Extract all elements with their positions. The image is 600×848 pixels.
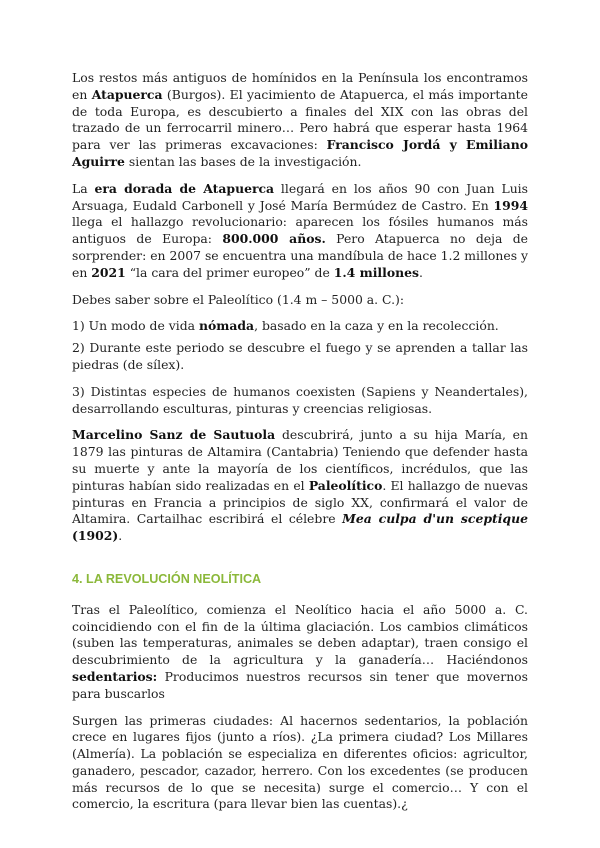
bold-span: Marcelino Sanz de Sautuola [72, 427, 276, 443]
text-span: sientan las bases de la investigación. [124, 153, 362, 169]
bold-span: (1902) [72, 528, 119, 544]
bold-span: 1.4 millones [333, 264, 419, 280]
text-span: Los restos más antiguos de homínidos en la Península los encontramos en [72, 70, 528, 102]
text-span: La [72, 180, 95, 196]
text-span: descubrirá, junto a su hija María, en 1879 las pinturas de Altamira (Cantabria) Teniendo que defender hasta su muerte y ante la mayoría de los científicos, incrédulos, que las pinturas habían sido realizadas en el [72, 427, 528, 493]
text-span: . [418, 264, 423, 280]
text-span: . El hallazgo de nuevas pinturas en Francia a principios de siglo XX, confirmará el valor de Altamira. Cartailhac escribirá el célebre [72, 477, 528, 527]
text-span: Producimos nuestros recursos sin tener que movernos para buscarlos [72, 668, 528, 701]
text-span: , basado en la caza y en la recolección. [254, 318, 499, 334]
bold-span: Atapuerca [91, 86, 163, 102]
list-item-species: 3) Distintas especies de humanos coexisten (Sapiens y Neandertales), desarrollando esculturas, pinturas y creencias religiosas. [72, 383, 528, 416]
bold-span: sedentarios: [72, 668, 158, 684]
bold-span: 1994 [493, 197, 528, 213]
section-heading: 4. LA REVOLUCIÓN NEOLÍTICA [72, 571, 262, 586]
paragraph-neolithic [72, 602, 528, 703]
text-span: “la cara del primer europeo” de [125, 264, 334, 280]
bold-span: 800.000 años. [222, 231, 326, 247]
document-body [72, 70, 528, 823]
text-span: . [118, 528, 123, 544]
bold-span: nómada [198, 318, 255, 334]
bold-span: era dorada de Atapuerca [94, 180, 275, 196]
bold-span: Paleolítico [308, 477, 383, 493]
paragraph-atapuerca-intro [72, 70, 528, 171]
text-span: 1) Un modo de vida [72, 318, 199, 334]
bold-italic-span: Mea culpa d'un sceptique [342, 511, 528, 527]
text-span: (Burgos). El yacimiento de Atapuerca, el más importante de toda Europa, es descubierto a finales del XIX con las obras del trazado de un ferrocarril minero… Pero habrá que esperar hasta 1964 para ver las primeras excavaciones: [72, 86, 528, 153]
text-span: Tras el Paleolítico, comienza el Neolítico hacia el año 5000 a. C. coincidiendo con el fin de la última glaciación. Los cambios climáticos (suben las temperaturas, animales se deben adaptar), traen consigo el descubrimiento de la agricultura y la ganadería… Haciéndonos [72, 601, 528, 668]
text-span: llegará en los años 90 con Juan Luis Arsuaga, Eudald Carbonell y José María Bermúdez de Castro. En [72, 180, 528, 213]
list-item-fire: 2) Durante este periodo se descubre el fuego y se aprenden a tallar las piedras (de sílex). [72, 340, 528, 372]
paragraph-first-cities: Surgen las primeras ciudades: Al hacernos sedentarios, la población crece en lugares fijos (junto a ríos). ¿La primera ciudad? Los Millares (Almería). La población se especializa en diferentes oficios: agricultor, ganadero, pescador, cazador, herrero. Con los excedentes (se producen más recursos de lo que se necesita) surge el comercio… Y con el comercio, la escritura (para llevar bien las cuentas).¿ [72, 712, 528, 812]
paragraph-paleolithic-intro: Debes saber sobre el Paleolítico (1.4 m – 5000 a. C.): [72, 291, 405, 307]
bold-span: Francisco Jordá y Emiliano Aguirre [72, 137, 528, 169]
text-span: llega el hallazgo revolucionario: aparecen los fósiles humanos más antiguos de Europa: [72, 214, 528, 247]
paragraph-atapuerca-golden-era [72, 181, 528, 282]
paragraph-altamira [72, 427, 528, 545]
bold-span: 2021 [91, 264, 126, 280]
text-span: Pero Atapuerca no deja de sorprender: en 2007 se encuentra una mandíbula de hace 1.2 millones y en [72, 231, 528, 280]
list-item-nomadic [72, 318, 528, 335]
